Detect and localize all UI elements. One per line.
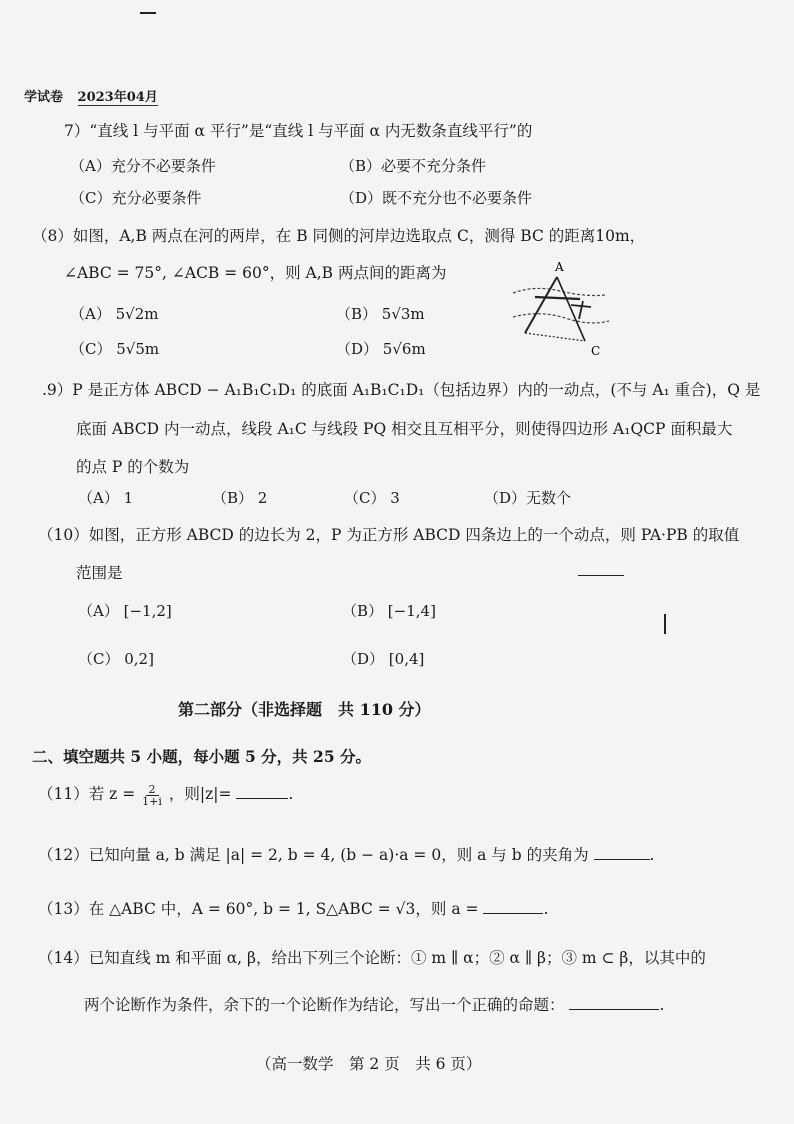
q13-answer-blank [483, 899, 543, 914]
q7-option-b: （B）必要不充分条件 [340, 157, 487, 175]
q8-river-figure [505, 255, 615, 360]
q11-denominator: 1+i [142, 794, 162, 808]
q8-figure-label-c: C [591, 344, 601, 358]
q11-fraction [142, 784, 162, 807]
scan-mark-right [664, 614, 666, 634]
q8-figure-label-a: A [555, 260, 564, 274]
header [24, 86, 158, 105]
q14-line1: （14）已知直线 m 和平面 α, β，给出下列三个论断：① m ∥ α；② α ∥ β；③ m ⊂ β，以其中的 [38, 949, 706, 967]
q8-stem: （8）如图，A,B 两点在河的两岸，在 B 同侧的河岸边选取点 C，测得 BC 的距离10m， [32, 227, 646, 245]
q11-suffix: ，则|z|= [168, 785, 232, 803]
q10-line2: 范围是 [76, 564, 123, 582]
q9-line2: 底面 ABCD 内一动点，线段 A₁C 与线段 PQ 相交且互相平分，则使得四边形 A₁QCP 面积最大 [76, 420, 733, 438]
q9-option-a: （A） 1 [78, 489, 134, 507]
section2-title: 二、填空题共 5 小题，每小题 5 分，共 25 分。 [32, 747, 372, 766]
q9-option-d: （D）无数个 [484, 489, 572, 507]
q10-option-a: （A） [−1,2] [78, 602, 172, 620]
q8-option-d: （D） 5√6m [336, 340, 426, 358]
q12: （12）已知向量 a, b 满足 |a| = 2, b = 4, (b − a)·a = 0，则 a 与 b 的夹角为 . [38, 846, 655, 864]
part2-title: 第二部分（非选择题 共 110 分） [178, 700, 431, 719]
q13-text: （13）在 △ABC 中，A = 60°, b = 1, S△ABC = √3，则 a = [38, 900, 479, 918]
q7-stem: 7）“直线 l 与平面 α 平行”是“直线 l 与平面 α 内无数条直线平行”的 [64, 122, 533, 140]
q12-answer-blank [594, 845, 650, 860]
q12-text: （12）已知向量 a, b 满足 |a| = 2, b = 4, (b − a)·a = 0，则 a 与 b 的夹角为 [38, 846, 589, 864]
q10-option-c: （C） 0,2] [78, 650, 154, 668]
q7-option-c: （C）充分必要条件 [70, 189, 202, 207]
q9-line1: .9）P 是正方体 ABCD − A₁B₁C₁D₁ 的底面 A₁B₁C₁D₁（包括边界）内的一动点，(不与 A₁ 重合)，Q 是 [42, 381, 761, 399]
q14-answer-blank [569, 995, 659, 1010]
q10-answer-blank [578, 561, 624, 576]
q10-option-b: （B） [−1,4] [342, 602, 436, 620]
q9-option-c: （C） 3 [344, 489, 400, 507]
scan-mark-top [140, 12, 156, 14]
q8-stem-angles: ∠ABC = 75°, ∠ACB = 60°，则 A,B 两点间的距离为 [64, 264, 447, 282]
q11-answer-blank [236, 784, 288, 799]
q7-option-d: （D）既不充分也不必要条件 [340, 189, 533, 207]
q8-option-b: （B） 5√3m [336, 305, 425, 323]
q8-option-a: （A） 5√2m [70, 305, 159, 323]
q9-line3: 的点 P 的个数为 [76, 458, 190, 476]
q10-option-d: （D） [0,4] [342, 650, 425, 668]
q13: （13）在 △ABC 中，A = 60°, b = 1, S△ABC = √3，则 a = . [38, 900, 549, 918]
q11-numerator: 2 [146, 784, 159, 796]
q14-line2-text: 两个论断作为条件，余下的一个论断作为结论，写出一个正确的命题： [84, 996, 565, 1014]
q10-line1: （10）如图，正方形 ABCD 的边长为 2，P 为正方形 ABCD 四条边上的一个动点，则 PA·PB 的取值 [38, 526, 740, 544]
q11: （11）若 z = $\frac{2}{1+i}$ ，则|z|= . [38, 782, 294, 808]
q7-option-a: （A）充分不必要条件 [70, 157, 216, 175]
q8-option-c: （C） 5√5m [70, 340, 160, 358]
header-school: 学试卷 [24, 90, 64, 105]
q14-line2: 两个论断作为条件，余下的一个论断作为结论，写出一个正确的命题： . [84, 996, 665, 1014]
header-date: 2023年04月 [77, 90, 158, 105]
q11-prefix: （11）若 z = [38, 785, 136, 803]
page-footer: （高一数学 第 2 页 共 6 页） [256, 1055, 482, 1073]
q9-option-b: （B） 2 [212, 489, 268, 507]
